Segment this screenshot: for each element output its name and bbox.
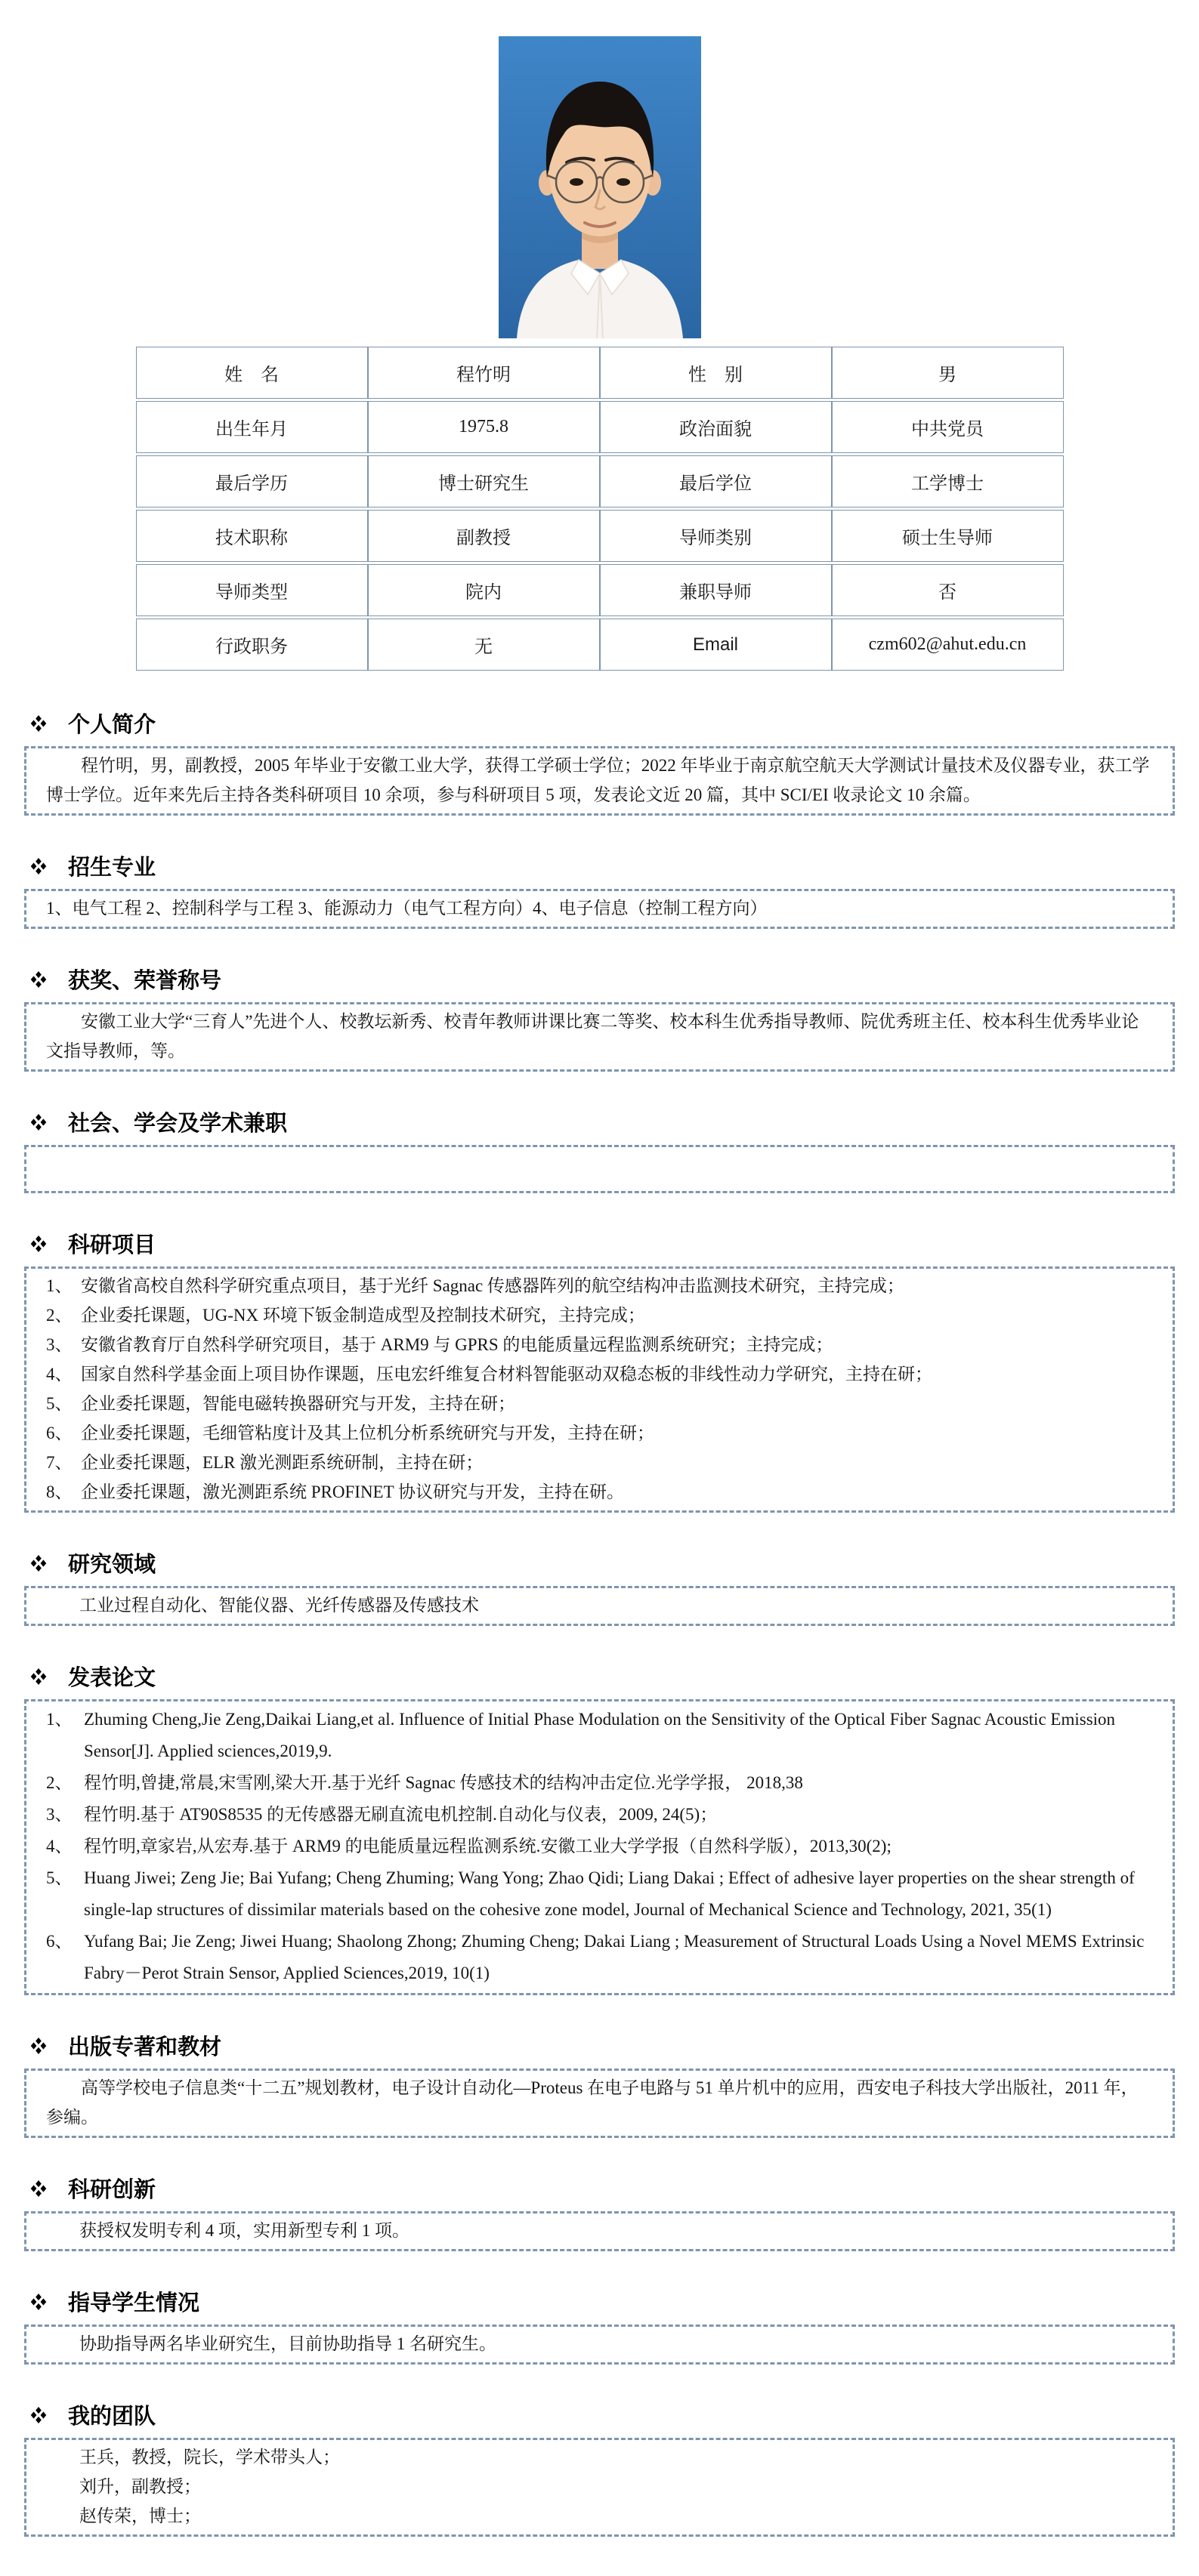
- list-item: [46, 1389, 1153, 1418]
- diamond-bullet-icon: [30, 2038, 47, 2054]
- section-heading: [24, 2286, 1175, 2317]
- list-item: [46, 1862, 1153, 1926]
- list-item: [46, 1448, 1153, 1477]
- section-title: 科研创新: [68, 2178, 156, 2202]
- field-value: 硕士生导师: [832, 510, 1064, 562]
- diamond-bullet-icon: [30, 1236, 47, 1252]
- section-students: [24, 2286, 1175, 2365]
- section-publications: [24, 1661, 1175, 1995]
- diamond-bullet-icon: [30, 2180, 47, 2197]
- section-heading: [24, 1547, 1175, 1578]
- item-text: Zhuming Cheng,Jie Zeng,Daikai Liang,et al. Influence of Initial Phase Modulation on the Sensitivity of the Optical Fiber Sagnac Acoustic Emission Sensor[J]. Applied sciences,2019,9.: [84, 1710, 1116, 1760]
- field-label: 导师类型: [136, 564, 368, 616]
- field-value: 副教授: [368, 510, 600, 562]
- item-number: 6、: [46, 1424, 73, 1442]
- projects-list: [46, 1271, 1153, 1507]
- item-number: 8、: [46, 1482, 73, 1501]
- section-heading: [24, 1661, 1175, 1692]
- section-awards: [24, 964, 1175, 1072]
- diamond-bullet-icon: [30, 715, 47, 732]
- item-number: 3、: [46, 1335, 73, 1354]
- section-content-box: [24, 2325, 1175, 2365]
- list-item: [46, 1767, 1153, 1799]
- diamond-bullet-icon: [30, 1114, 47, 1131]
- team-member: 刘升，副教授；: [79, 2477, 201, 2496]
- team-member: 赵传荣，博士；: [79, 2507, 201, 2525]
- item-text: 程竹明,曾捷,常晨,宋雪刚,梁大开.基于光纤 Sagnac 传感技术的结构冲击定位.光学学报， 2018,38: [84, 1773, 803, 1792]
- table-row: [136, 564, 1064, 616]
- item-number: 3、: [46, 1805, 73, 1824]
- section-content-box: [24, 1266, 1175, 1513]
- diamond-bullet-icon: [30, 2407, 47, 2423]
- field-label: 导师类别: [600, 510, 832, 562]
- item-number: 2、: [46, 1773, 73, 1792]
- section-content-box: [24, 1002, 1175, 1072]
- profile-text: 程竹明，男，副教授，2005 年毕业于安徽工业大学，获得工学硕士学位；2022 年毕业于南京航空航天大学测试计量技术及仪器专业，获工学博士学位。近年来先后主持各类科研项目 10 余项，参与科研项目 5 项，发表论文近 20 篇，其中 SCI/EI 收录论文 10 余篇。: [46, 756, 1150, 804]
- section-heading: [24, 2030, 1175, 2061]
- item-text: 企业委托课题，ELR 激光测距系统研制，主持在研；: [81, 1453, 484, 1472]
- item-text: 安徽省教育厅自然科学研究项目，基于 ARM9 与 GPRS 的电能质量远程监测系统研究；主持完成；: [81, 1335, 833, 1354]
- majors-text: 1、电气工程 2、控制科学与工程 3、能源动力（电气工程方向）4、电子信息（控制工程方向）: [46, 899, 768, 918]
- section-title: 我的团队: [68, 2405, 156, 2429]
- diamond-bullet-icon: [30, 1555, 47, 1572]
- section-content-box: [24, 2069, 1175, 2138]
- table-row: [136, 619, 1064, 671]
- item-number: 1、: [46, 1710, 73, 1729]
- field-value: 院内: [368, 564, 600, 616]
- item-number: 4、: [46, 1837, 73, 1856]
- section-heading: [24, 708, 1175, 739]
- item-number: 5、: [46, 1394, 73, 1413]
- list-item: [46, 1330, 1153, 1359]
- field-label: 性 别: [600, 347, 832, 399]
- section-books: [24, 2030, 1175, 2138]
- field-value: 中共党员: [832, 401, 1064, 453]
- email-value: czm602@ahut.edu.cn: [832, 619, 1064, 671]
- section-content-box: [24, 1586, 1175, 1626]
- list-item: [46, 1704, 1153, 1767]
- item-text: 企业委托课题，激光测距系统 PROFINET 协议研究与开发，主持在研。: [81, 1482, 624, 1501]
- field-label: 行政职务: [136, 619, 368, 671]
- section-title: 获奖、荣誉称号: [68, 969, 222, 993]
- field-label: 兼职导师: [600, 564, 832, 616]
- photo-container: [24, 0, 1175, 338]
- section-heading: [24, 964, 1175, 995]
- section-content-box: [24, 889, 1175, 929]
- list-item: [46, 1359, 1153, 1389]
- section-heading: [24, 850, 1175, 881]
- students-text: 协助指导两名毕业研究生，目前协助指导 1 名研究生。: [79, 2334, 496, 2353]
- field-value: 工学博士: [832, 455, 1064, 507]
- personal-info-table: [136, 344, 1064, 673]
- diamond-bullet-icon: [30, 1668, 47, 1685]
- item-text: 程竹明,章家岩,从宏寿.基于 ARM9 的电能质量远程监测系统.安徽工业大学学报（自然科学版），2013,30(2);: [84, 1837, 892, 1856]
- item-number: 6、: [46, 1932, 73, 1951]
- field-label: 出生年月: [136, 401, 368, 453]
- item-text: 企业委托课题，毛细管粘度计及其上位机分析系统研究与开发，主持在研；: [81, 1424, 654, 1442]
- books-text: 高等学校电子信息类“十二五”规划教材，电子设计自动化—Proteus 在电子电路与 51 单片机中的应用，西安电子科技大学出版社，2011 年，参编。: [46, 2078, 1139, 2127]
- section-majors: [24, 850, 1175, 929]
- item-number: 5、: [46, 1868, 73, 1887]
- item-text: 安徽省高校自然科学研究重点项目，基于光纤 Sagnac 传感器阵列的航空结构冲击监测技术研究，主持完成；: [81, 1276, 904, 1295]
- table-row: [136, 347, 1064, 399]
- publications-list: [46, 1704, 1153, 1989]
- fields-text: 工业过程自动化、智能仪器、光纤传感器及传感技术: [79, 1596, 479, 1615]
- field-value: 程竹明: [368, 347, 600, 399]
- field-label: 最后学位: [600, 455, 832, 507]
- portrait-photo: [499, 36, 701, 338]
- section-heading: [24, 2173, 1175, 2204]
- section-title: 科研项目: [68, 1233, 156, 1257]
- section-content-box: [24, 746, 1175, 816]
- section-title: 指导学生情况: [68, 2291, 200, 2315]
- item-number: 2、: [46, 1306, 73, 1325]
- team-member: 王兵，教授，院长，学术带头人；: [79, 2448, 340, 2466]
- list-item: [46, 1799, 1153, 1831]
- table-row: [136, 510, 1064, 562]
- section-heading: [24, 1106, 1175, 1137]
- item-text: Huang Jiwei; Zeng Jie; Bai Yufang; Cheng Zhuming; Wang Yong; Zhao Qidi; Liang Dakai ; Effect of adhesive layer properties on the shear strength of single-lap structures of dissimilar materials based on the cohesive zone model, Journal of Mechanical Science and Technology, 2021, 35(1): [84, 1868, 1135, 1919]
- field-value: 男: [832, 347, 1064, 399]
- section-profile: [24, 708, 1175, 816]
- section-team: [24, 2399, 1175, 2537]
- field-value: 否: [832, 564, 1064, 616]
- field-value: 博士研究生: [368, 455, 600, 507]
- item-text: 国家自然科学基金面上项目协作课题，压电宏纤维复合材料智能驱动双稳态板的非线性动力学研究，主持在研；: [81, 1365, 932, 1384]
- field-label: 技术职称: [136, 510, 368, 562]
- section-fields: [24, 1547, 1175, 1626]
- list-item: [46, 1271, 1153, 1300]
- awards-text: 安徽工业大学“三育人”先进个人、校教坛新秀、校青年教师讲课比赛二等奖、校本科生优秀指导教师、院优秀班主任、校本科生优秀毕业论文指导教师，等。: [46, 1012, 1139, 1060]
- section-heading: [24, 1228, 1175, 1259]
- diamond-bullet-icon: [30, 2294, 47, 2310]
- item-number: 7、: [46, 1453, 73, 1472]
- section-memberships: [24, 1106, 1175, 1193]
- section-title: 社会、学会及学术兼职: [68, 1112, 288, 1136]
- item-text: 企业委托课题，智能电磁转换器研究与开发，主持在研；: [81, 1394, 515, 1413]
- section-content-box: [24, 2438, 1175, 2537]
- field-value: 无: [368, 619, 600, 671]
- section-title: 发表论文: [68, 1666, 156, 1690]
- table-row: [136, 401, 1064, 453]
- diamond-bullet-icon: [30, 858, 47, 875]
- item-text: Yufang Bai; Jie Zeng; Jiwei Huang; Shaolong Zhong; Zhuming Cheng; Dakai Liang ; Measurement of Structural Loads Using a Novel MEMS Extrinsic Fabry－Perot Strain Sensor, Applied Sciences,2019, 10(1): [84, 1932, 1145, 1982]
- list-item: [46, 1831, 1153, 1862]
- section-title: 研究领域: [68, 1553, 156, 1577]
- innovation-text: 获授权发明专利 4 项，实用新型专利 1 项。: [79, 2221, 409, 2240]
- field-label: 最后学历: [136, 455, 368, 507]
- email-label: Email: [600, 619, 832, 671]
- diamond-bullet-icon: [30, 971, 47, 988]
- field-value: 1975.8: [368, 401, 600, 453]
- list-item: [46, 1418, 1153, 1448]
- item-text: 企业委托课题，UG-NX 环境下钣金制造成型及控制技术研究，主持完成；: [81, 1306, 645, 1325]
- section-projects: [24, 1228, 1175, 1513]
- section-title: 招生专业: [68, 856, 156, 880]
- list-item: [46, 1926, 1153, 1989]
- field-label: 姓 名: [136, 347, 368, 399]
- table-row: [136, 455, 1064, 507]
- list-item: [46, 1477, 1153, 1507]
- section-content-box: [24, 1699, 1175, 1995]
- section-heading: [24, 2399, 1175, 2430]
- item-text: 程竹明.基于 AT90S8535 的无传感器无刷直流电机控制.自动化与仪表，2009, 24(5)；: [84, 1805, 718, 1824]
- section-innovation: [24, 2173, 1175, 2251]
- section-content-box: [24, 1145, 1175, 1193]
- item-number: 4、: [46, 1365, 73, 1384]
- item-number: 1、: [46, 1276, 73, 1295]
- section-title: 出版专著和教材: [68, 2035, 222, 2059]
- list-item: [46, 1300, 1153, 1330]
- section-title: 个人简介: [68, 713, 156, 737]
- section-content-box: [24, 2211, 1175, 2251]
- field-label: 政治面貌: [600, 401, 832, 453]
